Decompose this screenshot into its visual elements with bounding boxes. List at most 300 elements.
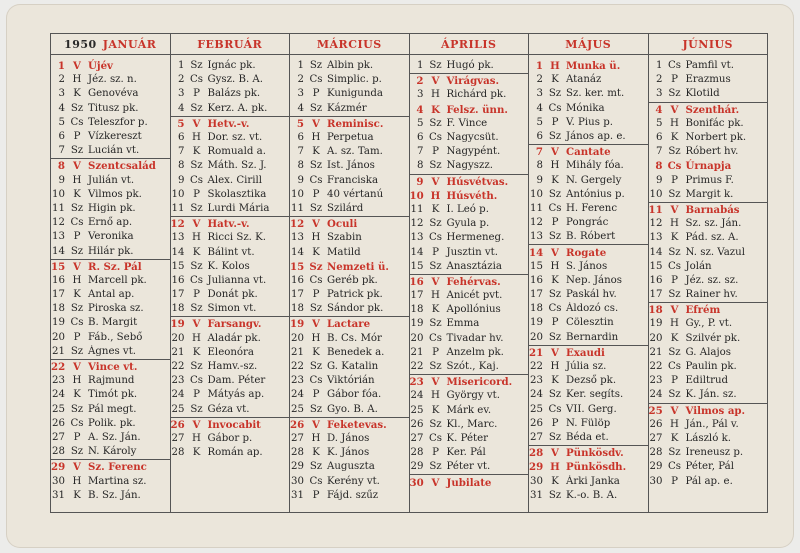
weekday-abbrev: P [671, 274, 678, 286]
day-row [290, 288, 409, 302]
name-day: Vízkereszt [88, 131, 142, 143]
name-day: V. Pius p. [566, 116, 613, 128]
weekday-abbrev: Sz [190, 160, 203, 172]
weekday-abbrev: P [73, 231, 81, 243]
day-row [410, 332, 529, 346]
day-row [290, 59, 409, 73]
name-day: Matild [327, 246, 361, 258]
name-day: Bonifác pk. [685, 117, 744, 129]
day-row [529, 202, 648, 216]
weekday-abbrev: K [551, 74, 559, 86]
day-row [290, 417, 409, 432]
weekday-abbrev: P [432, 246, 439, 258]
weekday-abbrev: V [312, 218, 320, 231]
name-day: Simon vt. [207, 303, 257, 315]
day-row [410, 189, 529, 203]
weekday-abbrev: K [312, 246, 320, 258]
weekday-abbrev: P [432, 146, 439, 158]
weekday-abbrev: K [431, 404, 440, 416]
weekday-abbrev: K [431, 304, 440, 316]
name-day: Fáb., Sebő [88, 331, 143, 343]
name-day: Áldozó cs. [566, 303, 619, 315]
name-day: Húsvétvas. [446, 175, 509, 188]
name-day: D. János [327, 432, 370, 444]
weekday-abbrev: K [670, 132, 679, 144]
calendar-grid [50, 33, 768, 513]
name-day: Ker. Pál [446, 447, 486, 459]
day-row [529, 445, 648, 460]
day-row [649, 332, 768, 346]
day-number: 21 [52, 345, 65, 357]
name-day: Anicét pvt. [446, 290, 503, 302]
day-number: 14 [291, 246, 304, 258]
name-day: Nemzeti ü. [327, 260, 389, 273]
day-row [410, 404, 529, 418]
name-day: Nep. János [566, 274, 623, 286]
day-row [290, 231, 409, 245]
day-number: 23 [171, 375, 185, 387]
weekday-abbrev: Sz [190, 102, 203, 114]
day-row [410, 59, 529, 73]
name-day: Szót., Kaj. [446, 361, 499, 373]
day-number: 17 [52, 289, 65, 301]
day-number: 19 [410, 318, 424, 330]
name-day: György vt. [446, 390, 500, 402]
weekday-abbrev: K [73, 489, 81, 501]
day-row [171, 403, 290, 417]
day-row [410, 346, 529, 360]
day-number: 25 [291, 403, 304, 415]
month-name: JÚNIUS [682, 37, 734, 51]
day-number: 6 [536, 131, 543, 143]
day-number: 15 [530, 260, 543, 272]
day-row [529, 159, 648, 173]
weekday-abbrev: V [431, 75, 440, 88]
weekday-abbrev: Sz [309, 60, 323, 72]
day-number: 23 [52, 375, 65, 387]
day-row [51, 87, 170, 101]
day-number: 22 [410, 361, 424, 373]
weekday-abbrev: K [551, 375, 559, 387]
day-number: 9 [178, 174, 185, 186]
weekday-abbrev: Cs [70, 116, 84, 128]
weekday-abbrev: Cs [428, 232, 443, 244]
weekday-abbrev: H [550, 260, 560, 272]
day-number: 11 [410, 203, 424, 215]
day-row [171, 231, 290, 245]
month-name: MÁJUS [565, 37, 612, 51]
name-day: Nagyszz. [446, 160, 493, 172]
day-number: 15 [410, 260, 424, 272]
day-row [529, 230, 648, 244]
day-row [529, 216, 648, 230]
day-row [171, 245, 290, 259]
day-number: 12 [290, 218, 305, 231]
weekday-abbrev: Sz [668, 289, 681, 301]
day-row [649, 432, 768, 446]
day-number: 27 [52, 431, 65, 443]
day-row [290, 131, 409, 145]
name-day: László k. [685, 432, 731, 444]
name-day: Ignác pk. [207, 60, 256, 72]
weekday-abbrev: V [312, 418, 320, 431]
weekday-abbrev: P [671, 375, 678, 387]
day-number: 22 [649, 361, 663, 373]
day-number: 13 [410, 232, 424, 244]
day-number: 13 [530, 231, 543, 243]
day-number: 7 [535, 146, 543, 159]
day-row [171, 346, 290, 360]
weekday-abbrev: V [551, 146, 559, 159]
day-row [290, 346, 409, 360]
name-day: Marcell pk. [88, 274, 147, 286]
day-row [649, 418, 768, 432]
day-number: 8 [655, 160, 663, 173]
name-day: Geréb pk. [327, 274, 378, 286]
name-day: Vilmos ap. [685, 404, 746, 417]
weekday-abbrev: K [312, 146, 320, 158]
name-day: Ágnes vt. [88, 345, 137, 357]
weekday-abbrev: Sz [309, 361, 323, 373]
day-row [529, 360, 648, 374]
day-number: 3 [58, 88, 65, 100]
day-row [529, 102, 648, 116]
day-number: 16 [171, 274, 185, 286]
name-day: Bernardin [566, 331, 619, 343]
day-row [410, 474, 529, 489]
month-header [51, 34, 170, 55]
day-row [51, 59, 170, 73]
name-day: Antónius p. [566, 188, 625, 200]
weekday-abbrev: Sz [70, 245, 84, 257]
weekday-abbrev: H [72, 475, 82, 487]
name-day: Balázs pk. [207, 88, 261, 100]
name-day: Kerz. A. pk. [207, 102, 268, 114]
weekday-abbrev: Sz [668, 246, 681, 258]
day-row [171, 73, 290, 87]
weekday-abbrev: Cs [667, 60, 682, 72]
day-number: 24 [410, 390, 424, 402]
month-january [51, 34, 170, 512]
day-number: 3 [178, 88, 185, 100]
day-number: 4 [178, 102, 185, 114]
weekday-abbrev: H [311, 232, 321, 244]
day-number: 16 [649, 274, 663, 286]
name-day: Titusz pk. [88, 102, 139, 114]
day-number: 23 [409, 376, 424, 389]
day-row [410, 131, 529, 145]
day-row [649, 131, 768, 145]
day-row [410, 245, 529, 259]
day-number: 18 [648, 304, 663, 317]
name-day: Lurdi Mária [207, 202, 270, 214]
weekday-abbrev: Cs [428, 432, 443, 444]
day-row [529, 144, 648, 159]
day-number: 29 [291, 461, 304, 473]
day-row [410, 274, 529, 289]
name-day: Márk ev. [446, 404, 492, 416]
day-row [290, 388, 409, 402]
name-day: Apollónius [446, 304, 501, 316]
weekday-abbrev: Sz [668, 88, 681, 100]
day-number: 26 [52, 417, 65, 429]
day-row [51, 474, 170, 488]
day-number: 1 [178, 60, 185, 72]
day-number: 3 [656, 88, 663, 100]
day-number: 6 [58, 131, 65, 143]
day-number: 12 [410, 218, 424, 230]
weekday-abbrev: H [192, 132, 201, 144]
name-day: Hetv.-v. [207, 117, 250, 130]
day-row [51, 331, 170, 345]
day-number: 19 [649, 318, 663, 330]
weekday-abbrev: K [73, 88, 81, 100]
day-number: 13 [291, 232, 304, 244]
day-row [410, 446, 529, 460]
month-header [529, 34, 648, 55]
weekday-abbrev: V [431, 175, 440, 188]
name-day: Felsz. ünn. [446, 103, 508, 116]
name-day: Martina sz. [88, 475, 147, 487]
day-row [529, 59, 648, 73]
day-row [171, 446, 290, 460]
weekday-abbrev: Sz [190, 303, 203, 315]
name-day: Gyo. B. A. [327, 403, 378, 415]
day-number: 6 [297, 132, 304, 144]
day-row [529, 331, 648, 345]
weekday-abbrev: Sz [309, 403, 323, 415]
day-number: 8 [417, 160, 424, 172]
name-day: A. sz. Tam. [327, 146, 383, 158]
day-number: 21 [171, 346, 185, 358]
name-day: Donát pk. [207, 289, 258, 301]
day-number: 10 [52, 188, 65, 200]
name-day: Sz. ker. mt. [566, 88, 625, 100]
day-number: 14 [529, 246, 544, 259]
weekday-abbrev: Sz [429, 318, 442, 330]
day-row [51, 244, 170, 258]
day-number: 5 [58, 116, 65, 128]
day-number: 15 [649, 260, 663, 272]
day-number: 5 [417, 117, 424, 129]
name-day: Pád. sz. A. [685, 232, 739, 244]
day-number: 7 [297, 146, 304, 158]
day-row [529, 130, 648, 144]
day-number: 27 [410, 432, 424, 444]
day-number: 15 [51, 260, 66, 273]
day-number: 18 [52, 303, 65, 315]
weekday-abbrev: H [72, 375, 82, 387]
day-number: 20 [52, 331, 65, 343]
name-day: Eleonóra [207, 346, 254, 358]
day-number: 26 [290, 418, 305, 431]
day-row [410, 289, 529, 303]
name-day: Árki Janka [566, 475, 620, 487]
weekday-abbrev: V [670, 304, 679, 317]
day-row [51, 459, 170, 474]
day-number: 7 [58, 145, 65, 157]
weekday-abbrev: K [312, 447, 320, 459]
day-row [410, 432, 529, 446]
name-day: Polik. pk. [88, 417, 136, 429]
day-row [529, 288, 648, 302]
day-row [51, 274, 170, 288]
weekday-abbrev: Cs [70, 217, 84, 229]
day-number: 21 [529, 346, 544, 359]
day-number: 18 [530, 303, 543, 315]
day-row [290, 432, 409, 446]
month-february [170, 34, 290, 512]
weekday-abbrev: H [430, 189, 441, 202]
weekday-abbrev: Sz [668, 146, 681, 158]
day-row [410, 418, 529, 432]
name-day: Fájd. szűz [327, 489, 379, 501]
name-day: Szenthár. [685, 103, 740, 116]
day-row [410, 117, 529, 131]
weekday-abbrev: H [431, 290, 440, 302]
weekday-abbrev: H [670, 117, 679, 129]
day-row [649, 474, 768, 488]
name-day: Pál megt. [88, 403, 137, 415]
day-row [649, 174, 768, 188]
name-day: Gy., P. vt. [685, 318, 733, 330]
weekday-abbrev: Sz [668, 447, 681, 459]
day-number: 30 [530, 475, 543, 487]
name-day: Ireneusz p. [685, 447, 744, 459]
day-number: 11 [52, 202, 65, 214]
name-day: Ediltrud [685, 375, 729, 387]
weekday-abbrev: K [670, 332, 679, 344]
day-row [649, 388, 768, 402]
day-row [529, 345, 648, 360]
weekday-abbrev: H [431, 390, 440, 402]
day-row [410, 203, 529, 217]
weekday-abbrev: Cs [428, 132, 443, 144]
month-may [528, 34, 648, 512]
weekday-abbrev: P [551, 317, 559, 329]
day-row [529, 417, 648, 431]
weekday-abbrev: P [73, 331, 81, 343]
name-day: Anasztázia [446, 260, 502, 272]
day-row [649, 403, 768, 418]
weekday-abbrev: H [670, 218, 679, 230]
day-number: 14 [52, 245, 65, 257]
day-row [529, 388, 648, 402]
weekday-abbrev: Sz [548, 489, 562, 501]
day-list [529, 55, 648, 503]
weekday-abbrev: Sz [668, 389, 681, 401]
name-day: B. Sz. Ján. [88, 489, 141, 501]
weekday-abbrev: V [73, 60, 81, 73]
month-name: MÁRCIUS [316, 37, 382, 51]
day-row [649, 274, 768, 288]
name-day: Hugó pk. [446, 60, 494, 72]
weekday-abbrev: P [312, 289, 320, 301]
day-row [51, 417, 170, 431]
weekday-abbrev: Sz [429, 361, 442, 373]
day-row [171, 202, 290, 216]
day-number: 28 [529, 447, 544, 460]
name-day: Piroska sz. [88, 303, 144, 315]
name-day: Rainer hv. [685, 289, 738, 301]
day-number: 10 [649, 188, 663, 200]
day-row [649, 288, 768, 302]
name-day: Pünkösdv. [566, 447, 624, 460]
name-day: Julianna vt. [207, 274, 267, 286]
day-row [649, 202, 768, 217]
name-day: Munka ü. [566, 60, 621, 73]
day-list [171, 55, 290, 460]
name-day: Albin pk. [327, 60, 374, 72]
weekday-abbrev: Sz [309, 102, 323, 114]
day-number: 9 [416, 175, 424, 188]
weekday-abbrev: H [72, 74, 82, 86]
day-number: 10 [291, 188, 304, 200]
day-row [171, 374, 290, 388]
day-row [529, 174, 648, 188]
weekday-abbrev: H [72, 274, 82, 286]
weekday-abbrev: V [670, 404, 679, 417]
name-day: Gyula p. [446, 218, 490, 230]
day-row [290, 446, 409, 460]
day-row [649, 188, 768, 202]
weekday-abbrev: V [670, 103, 679, 116]
day-number: 5 [656, 117, 663, 129]
day-row [171, 188, 290, 202]
day-row [290, 489, 409, 503]
day-row [410, 317, 529, 331]
name-day: Farsangv. [207, 318, 262, 331]
day-number: 14 [649, 246, 663, 258]
day-row [529, 302, 648, 316]
name-day: Jubilate [446, 476, 492, 489]
day-number: 26 [410, 418, 424, 430]
day-number: 25 [530, 403, 543, 415]
weekday-abbrev: V [73, 160, 81, 173]
weekday-abbrev: H [72, 174, 82, 186]
day-number: 10 [530, 188, 543, 200]
day-number: 2 [297, 74, 304, 86]
day-row [649, 87, 768, 101]
day-row [410, 389, 529, 403]
day-number: 7 [178, 146, 185, 158]
weekday-abbrev: K [312, 346, 320, 358]
name-day: Szabin [327, 232, 362, 244]
month-june [648, 34, 768, 512]
day-row [171, 131, 290, 145]
day-number: 13 [649, 232, 663, 244]
weekday-abbrev: P [551, 417, 559, 429]
weekday-abbrev: Sz [548, 331, 562, 343]
weekday-abbrev: Cs [548, 102, 562, 114]
name-day: Hatv.-v. [207, 218, 250, 231]
month-header [171, 34, 290, 55]
day-row [171, 260, 290, 274]
day-row [51, 431, 170, 445]
name-day: Jéz. sz. sz. [685, 274, 739, 286]
day-number: 17 [291, 289, 304, 301]
day-number: 27 [530, 431, 543, 443]
day-number: 28 [171, 447, 185, 459]
name-day: Barnabás [685, 203, 740, 216]
day-number: 2 [178, 74, 185, 86]
day-number: 15 [290, 260, 305, 273]
day-row [529, 188, 648, 202]
day-row [410, 103, 529, 117]
day-number: 16 [409, 275, 424, 288]
name-day: N. Fülöp [566, 417, 611, 429]
day-number: 20 [291, 332, 304, 344]
